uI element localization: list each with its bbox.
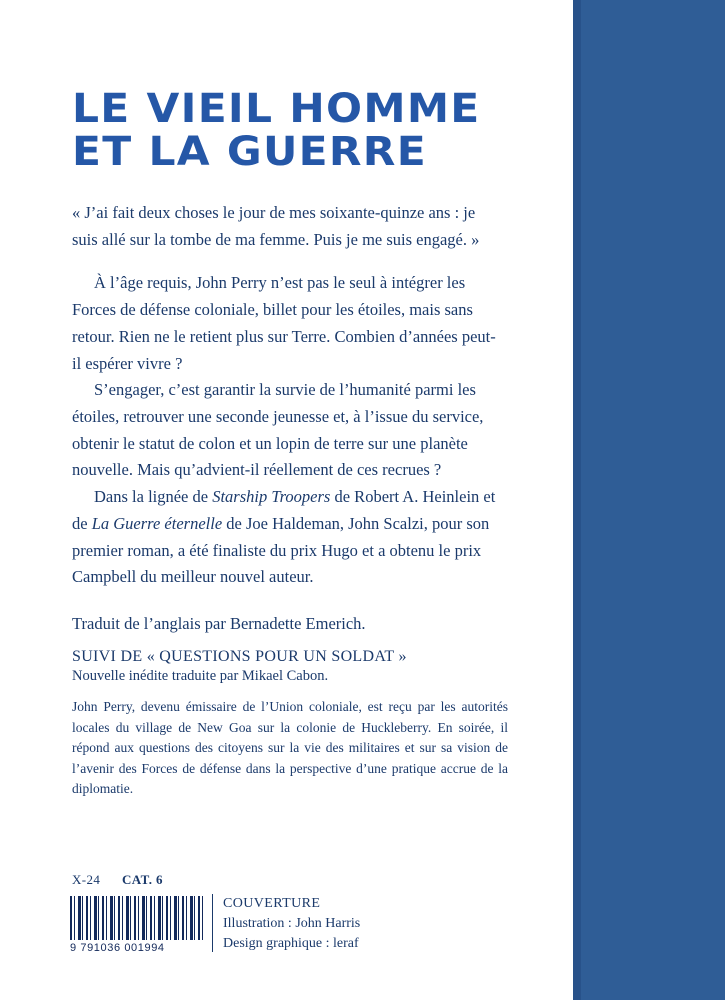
book-title	[72, 88, 512, 174]
reference-code: X-24	[72, 872, 101, 887]
novella-description: John Perry, devenu émissaire de l’Union coloniale, est reçu par les autorités locales du village de New Goa sur la colonie de Huckleberry. En soirée, il répond aux questions des citoyens sur la vie des militaires et sur sa vision de l’avenir des Forces de défense dans la perspective d’une pratique accrue de la diplomatie.	[72, 699, 508, 797]
referenced-title-1: Starship Troopers	[212, 487, 331, 507]
blurb-paragraph-2: S’engager, c’est garantir la survie de l’humanité parmi les étoiles, retrouver une seconde jeunesse et, à l’issue du service, obtenir le statut de colon et un lopin de terre sur une planète nouvelle. Mais qu’advient-il réellement de ces recrues ?	[72, 380, 484, 480]
credits-design: Design graphique : leraf	[223, 935, 359, 951]
title-line-1: LE VIEIL HOMME	[72, 86, 481, 132]
title-line-2: ET LA GUERRE	[72, 129, 427, 176]
blurb-p3-part2: de Robert A. Heinlein et de	[72, 487, 496, 533]
novella-section	[72, 648, 508, 800]
blurb-p3-part1: Dans la lignée de	[94, 487, 213, 507]
barcode-icon	[70, 896, 206, 940]
blurb-text	[72, 200, 504, 651]
blurb-quote: « J’ai fait deux choses le jour de mes soixante-quinze ans : je suis allé sur la tombe de ma femme. Puis je me suis engagé. »	[72, 203, 480, 249]
blurb-paragraph-1: À l’âge requis, John Perry n’est pas le seul à intégrer les Forces de défense coloniale, billet pour les étoiles, mais sans retour. Rien ne le retient plus sur Terre. Combien d’années peut-il espérer vivre ?	[72, 273, 496, 373]
referenced-title-2: La Guerre éternelle	[91, 513, 223, 533]
novella-heading: SUIVI DE « QUESTIONS POUR UN SOLDAT »	[72, 648, 407, 665]
barcode-number: 9 791036 001994	[70, 942, 165, 954]
translator-credit: Traduit de l’anglais par Bernadette Emerich.	[72, 614, 366, 634]
blurb-paragraph-3	[72, 484, 504, 591]
cover-credits	[212, 894, 360, 952]
credits-heading: COUVERTURE	[223, 896, 321, 911]
blurb-p3-part3: de Joe Haldeman, John Scalzi, pour son premier roman, a été finaliste du prix Hugo et a obtenu le prix Campbell du meilleur nouvel auteur.	[72, 513, 490, 587]
spine-strip	[573, 0, 725, 1000]
catalog-line	[72, 872, 163, 888]
credits-illustration: Illustration : John Harris	[223, 915, 361, 931]
barcode-block	[70, 896, 210, 954]
novella-subheading: Nouvelle inédite traduite par Mikael Cabon.	[72, 668, 329, 684]
spine-edge	[573, 0, 581, 1000]
category-code: CAT. 6	[121, 872, 163, 887]
